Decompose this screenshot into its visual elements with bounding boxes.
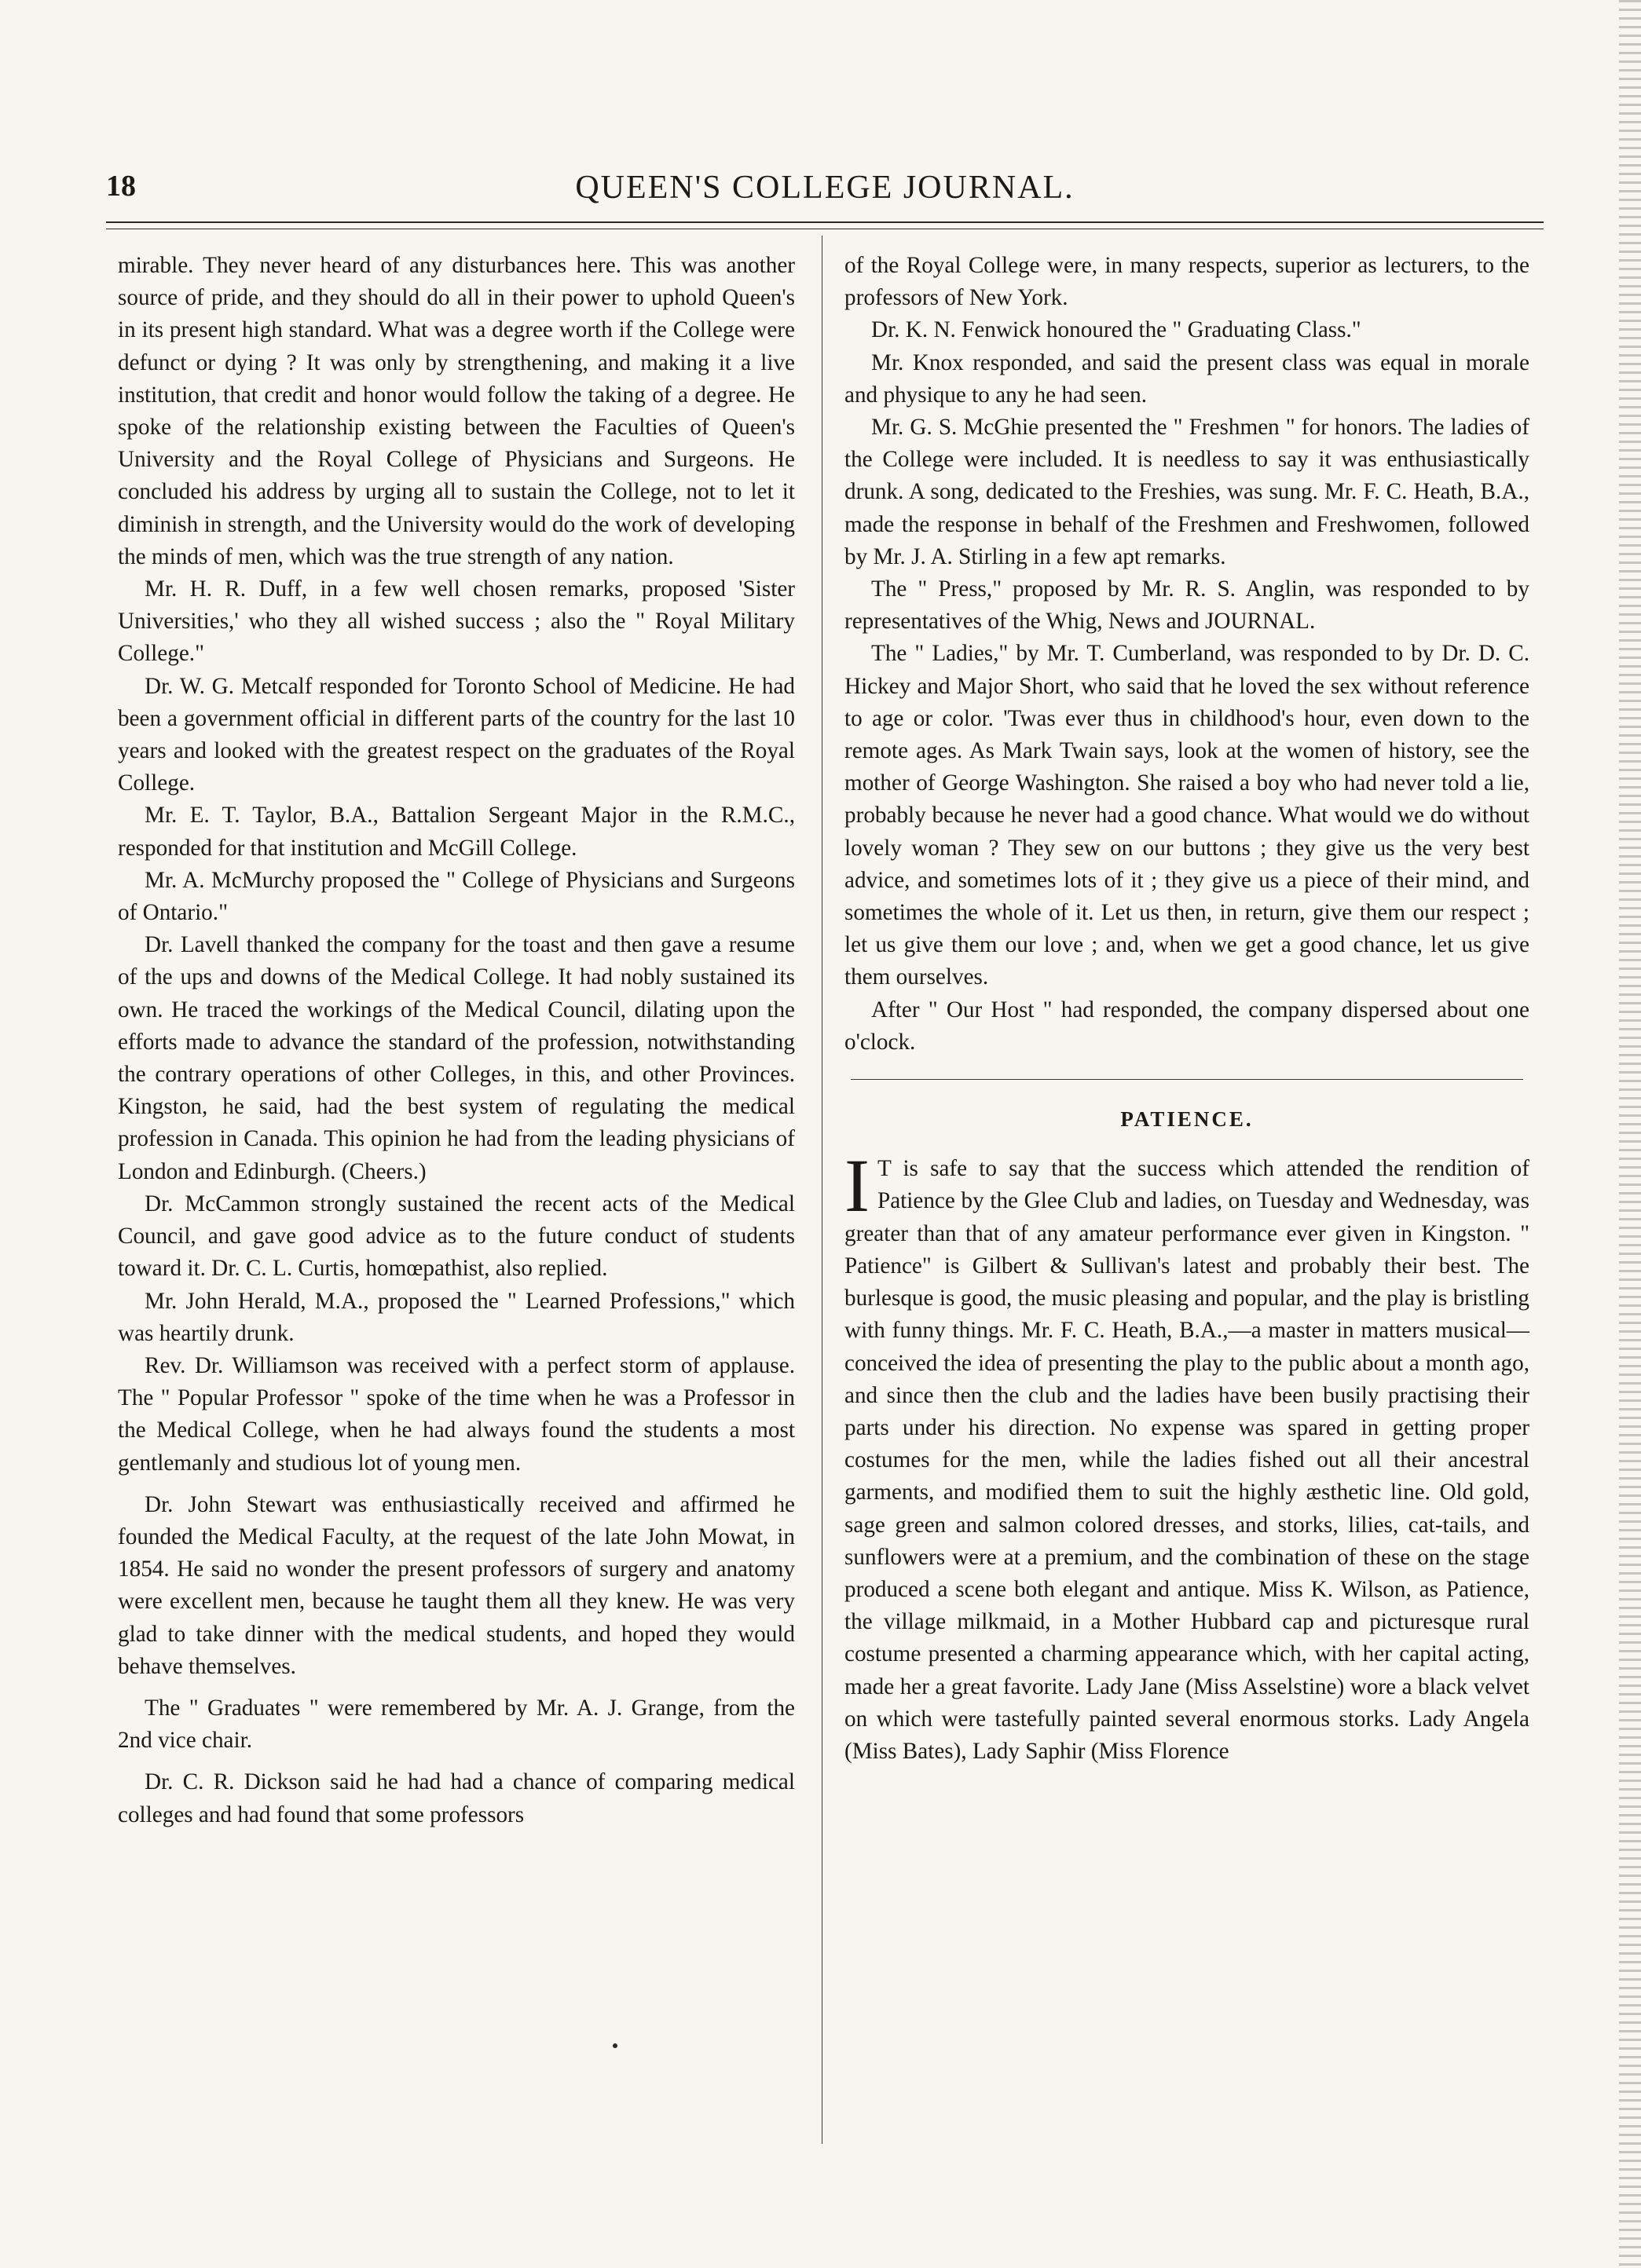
article-paragraph: Mr. Knox responded, and said the present class was equal in morale and physique to any he had seen. <box>844 349 1529 408</box>
page-header <box>106 169 1544 224</box>
article-paragraph: Rev. Dr. Williamson was received with a perfect storm of applause. The " Popular Professor " spoke of the time when he was a Professor in the Medical College, when he had always found the students a most gentlemanly and studious lot of young men. <box>118 1352 795 1476</box>
article-paragraph: Mr. E. T. Taylor, B.A., Battalion Sergeant Major in the R.M.C., responded for that institution and McGill College. <box>118 803 795 861</box>
article-paragraph: Dr. Lavell thanked the company for the toast and then gave a resume of the ups and downs of the Medical College. It had nobly sustained its own. He traced the workings of the Medical Council, dilating upon the efforts made to advance the standard of the profession, notwithstanding the contrary operations of other Colleges, in this, and other Provinces. Kingston, he said, had the best system of regulating the medical profession in Canada. This opinion he had from the leading physicians of London and Edinburgh. (Cheers.) <box>118 932 795 1184</box>
article-paragraph: The " Press," proposed by Mr. R. S. Anglin, was responded to by representatives of the Whig, News and JOURNAL. <box>844 576 1529 635</box>
section-paragraph-text: T is safe to say that the success which attended the rendition of Patience by the Glee Club and ladies, on Tuesday and Wednesday, was greater than that of any amateur performance ever given in Kingston. " Patience" is Gilbert & Sullivan's latest and probably their best. The burlesque is good, the music pleasing and popular, and the play is bristling with funny things. Mr. F. C. Heath, B.A.,—a master in matters musical—conceived the idea of presenting the play to the public about a month ago, and since then the club and the ladies have been busily practising their parts under his direction. No expense was spared in getting proper costumes for the men, while the ladies fished out all their ancestral garments, and modified them to suit the highly æsthetic line. Old gold, sage green and salmon colored dresses, and storks, lilies, cat-tails, and sunflowers were at a premium, and the combination of these on the stage produced a scene both elegant and antique. Miss K. Wilson, as Patience, the village milkmaid, in a Mother Hubbard cap and picturesque rural costume presented a charming appearance which, with her capital acting, made her a great favorite. Lady Jane (Miss Asselstine) wore a black velvet on which were tastefully painted several enormous storks. Lady Angela (Miss Bates), Lady Saphir (Miss Florence <box>844 1156 1529 1764</box>
page-number: 18 <box>106 170 136 203</box>
drop-cap: I <box>844 1143 870 1228</box>
left-column <box>118 250 795 1831</box>
article-paragraph: Mr. John Herald, M.A., proposed the " Learned Professions," which was heartily drunk. <box>118 1288 795 1346</box>
article-paragraph: Mr. A. McMurchy proposed the " College of Physicians and Surgeons of Ontario." <box>118 867 795 926</box>
article-paragraph: of the Royal College were, in many respects, superior as lecturers, to the professors of New York. <box>844 253 1529 311</box>
section-divider <box>851 1079 1523 1080</box>
section-heading: PATIENCE. <box>1120 1107 1254 1132</box>
ink-speck <box>613 2043 617 2048</box>
header-rule <box>106 221 1544 229</box>
article-paragraph: The " Ladies," by Mr. T. Cumberland, was responded to by Dr. D. C. Hickey and Major Short, who said that he loved the sex without reference to age or color. 'Twas ever thus in childhood's hour, even down to the remote ages. As Mark Twain says, look at the women of history, see the mother of George Washington. She raised a boy who had never told a lie, probably because he never had a good chance. What would we do without lovely woman ? They sew on our buttons ; they give us the very best advice, and sometimes lots of it ; they give us a piece of their mind, and sometimes the whole of it. Let us then, in return, give them our respect ; let us give them our love ; and, when we get a good chance, let us give them ourselves. <box>844 641 1529 990</box>
article-paragraph: The " Graduates " were remembered by Mr. A. J. Grange, from the 2nd vice chair. <box>118 1695 795 1754</box>
article-paragraph: Dr. K. N. Fenwick honoured the " Graduating Class." <box>871 317 1361 343</box>
article-paragraph: Dr. W. G. Metcalf responded for Toronto School of Medicine. He had been a government official in different parts of the country for the last 10 years and looked with the greatest respect on the graduates of the Royal College. <box>118 673 795 796</box>
article-paragraph: Dr. John Stewart was enthusiastically received and affirmed he founded the Medical Faculty, at the request of the late John Mowat, in 1854. He said no wonder the present professors of surgery and anatomy were excellent men, because he taught them all they knew. He was very glad to take dinner with the medical students, and hoped they would behave themselves. <box>118 1491 795 1679</box>
page-edge <box>1619 0 1641 2268</box>
article-paragraph: Dr. C. R. Dickson said he had had a chance of comparing medical colleges and had found that some professors <box>118 1769 795 1827</box>
section-paragraph <box>844 1143 1529 1768</box>
article-paragraph: Mr. H. R. Duff, in a few well chosen remarks, proposed 'Sister Universities,' who they all wished success ; also the " Royal Military College." <box>118 576 795 667</box>
article-paragraph: mirable. They never heard of any disturbances here. This was another source of pride, and they should do all in their power to uphold Queen's in its present high standard. What was a degree worth if the College were defunct or dying ? It was only by strengthening, and making it a live institution, that credit and honor would follow the taking of a degree. He spoke of the relationship existing between the Faculties of Queen's University and the Royal College of Physicians and Surgeons. He concluded his address by urging all to sustain the College, not to let it diminish in strength, and the University would do the work of developing the minds of men, which was the true strength of any nation. <box>118 253 795 569</box>
journal-title: QUEEN'S COLLEGE JOURNAL. <box>575 170 1075 206</box>
right-column <box>844 250 1529 1768</box>
article-paragraph: Dr. McCammon strongly sustained the recent acts of the Medical Council, and gave good advice as to the future conduct of students toward it. Dr. C. L. Curtis, homœpathist, also replied. <box>118 1191 795 1282</box>
article-paragraph: After " Our Host " had responded, the company dispersed about one o'clock. <box>844 997 1529 1055</box>
article-paragraph: Mr. G. S. McGhie presented the " Freshmen " for honors. The ladies of the College were included. It is needless to say it was enthusiastically drunk. A song, dedicated to the Freshies, was sung. Mr. F. C. Heath, B.A., made the response in behalf of the Freshmen and Freshwomen, followed by Mr. J. A. Stirling in a few apt remarks. <box>844 415 1529 569</box>
